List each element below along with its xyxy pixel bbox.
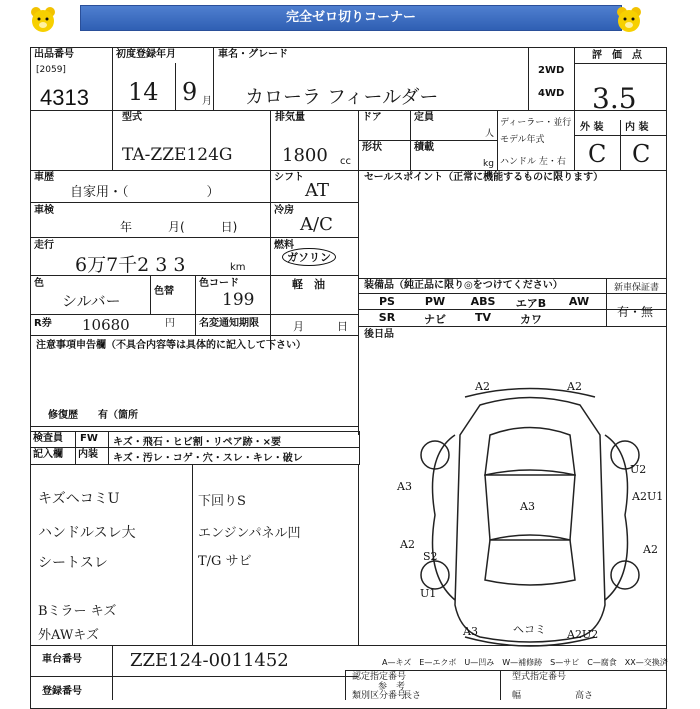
lot-number-label: 出品番号 xyxy=(34,49,74,60)
mileage-label: 走行 xyxy=(34,240,54,251)
car-name-label: 車名・グレード xyxy=(218,49,288,60)
damage-mark-2: A2 xyxy=(567,380,582,393)
height-label: 高さ xyxy=(575,691,594,701)
inspection-value: 年 月( 日) xyxy=(120,220,238,234)
equipment-pw: PW xyxy=(424,295,446,308)
damage-mark-1: A2 xyxy=(475,380,490,393)
divider xyxy=(270,202,358,203)
remark-left-2: ハンドルスレ大 xyxy=(38,525,136,541)
width-label: 幅 xyxy=(512,691,522,701)
shape-label: 形状 xyxy=(362,142,382,153)
divider xyxy=(30,170,667,171)
divider xyxy=(175,63,176,110)
first-registration-label: 初度登録年月 xyxy=(116,49,176,60)
divider xyxy=(500,670,501,700)
divider xyxy=(30,110,667,111)
history-label: 車歴 xyxy=(34,172,54,183)
door-label: ドア xyxy=(362,112,382,123)
damage-mark-8: A2 xyxy=(643,543,658,556)
bear-mascot-icon xyxy=(28,4,58,34)
warranty-label: 新車保証書 xyxy=(614,283,660,293)
divider xyxy=(213,47,214,110)
damage-mark-7: A2 xyxy=(400,538,415,551)
remark-left-1: キズヘコミU xyxy=(38,491,120,507)
fuel-label: 燃料 xyxy=(274,240,294,251)
ticket-label: R券 xyxy=(34,318,52,329)
divider xyxy=(620,120,621,170)
divider xyxy=(497,110,498,170)
warranty-value: 有・無 xyxy=(617,305,654,319)
car-damage-diagram xyxy=(395,375,665,655)
certified-number-label: 認定指定番号 xyxy=(352,672,407,682)
registration-year: 14 xyxy=(128,78,159,106)
model-type: TA-ZZE124G xyxy=(122,145,233,165)
type-class-label: 類別区分番号 xyxy=(352,691,407,701)
deadline-label: 名変通知期限 xyxy=(199,318,259,329)
divider xyxy=(358,170,359,435)
divider xyxy=(195,275,196,335)
color-code: 199 xyxy=(222,290,255,310)
interior-entry-label: 内装 xyxy=(78,449,98,460)
model-type-label: 型式 xyxy=(122,112,142,123)
damage-mark-11: A3 xyxy=(463,625,478,638)
damage-mark-4: A3 xyxy=(397,480,412,493)
chassis-number: ZZE124-0011452 xyxy=(130,650,289,671)
remark-right-2: エンジンパネル凹 xyxy=(198,526,301,541)
damage-mark-6: A3 xyxy=(520,500,535,513)
length-label: 長さ xyxy=(403,691,422,701)
kg-unit: kg xyxy=(483,159,494,169)
deadline-value: 月 日 xyxy=(293,320,348,333)
equipment-sr: SR xyxy=(378,311,396,324)
drive-2wd: 2WD xyxy=(538,65,565,76)
divider xyxy=(112,47,113,170)
divider xyxy=(150,275,151,314)
ticket-value: 10680 xyxy=(82,316,130,334)
registration-month: 9 xyxy=(182,78,198,106)
divider xyxy=(30,426,358,427)
fw-label: FW xyxy=(80,433,98,444)
month-unit: 月 xyxy=(202,96,212,107)
remark-left-5: 外AWキズ xyxy=(38,628,99,643)
divider xyxy=(30,314,358,315)
divider xyxy=(75,431,76,464)
score-label: 評 価 点 xyxy=(592,50,642,61)
damage-mark-12: ヘコミ xyxy=(513,623,546,636)
fuel-diesel: 軽 油 xyxy=(292,278,325,291)
equipment-airbag: エアB xyxy=(515,297,547,310)
remark-left-3: シートスレ xyxy=(38,555,108,571)
divider xyxy=(345,670,346,700)
exterior-grade: C xyxy=(588,140,607,168)
equipment-row-1 xyxy=(363,295,603,311)
model-year-label: モデル年式 xyxy=(500,135,545,145)
equipment-tv: TV xyxy=(474,311,492,324)
history-value: 自家用・（ ） xyxy=(70,185,220,200)
damage-mark-3: U2 xyxy=(630,463,647,476)
equipment-ps: PS xyxy=(379,295,395,308)
reference-label: 参 考 xyxy=(378,682,406,692)
remark-right-1: 下回りS xyxy=(198,494,246,509)
divider xyxy=(358,140,497,141)
interior-items: キズ・汚レ・コゲ・穴・スレ・キレ・破レ xyxy=(113,453,303,464)
inspector-label: 検査員 xyxy=(33,433,63,444)
remark-left-4: Bミラー キズ xyxy=(38,604,117,619)
damage-mark-5: A2U1 xyxy=(632,490,664,503)
repair-history-label: 修復歴 有（箇所 xyxy=(48,410,138,421)
bear-mascot-icon xyxy=(614,4,644,34)
divider xyxy=(358,278,666,279)
divider xyxy=(192,465,193,645)
fuel-gasoline: ガソリン xyxy=(282,248,336,266)
ac-value: A/C xyxy=(300,214,333,235)
capacity-label: 定員 xyxy=(414,112,434,123)
divider xyxy=(574,63,666,64)
legend: A—キズ E—エクボ U—凹み W—補修跡 S—サビ C—腐食 XX—交換済 xyxy=(382,658,668,667)
equipment-abs: ABS xyxy=(470,295,496,308)
km-unit: km xyxy=(230,262,246,273)
divider xyxy=(270,237,358,238)
displacement-label: 排気量 xyxy=(275,112,305,123)
divider xyxy=(30,335,358,336)
cc-unit: cc xyxy=(340,156,351,167)
lot-number: 4313 xyxy=(40,85,89,110)
damage-mark-10: U1 xyxy=(420,587,437,600)
damage-mark-9: S2 xyxy=(423,550,438,563)
remark-right-3: T/G サビ xyxy=(198,554,252,569)
registration-number-label: 登録番号 xyxy=(42,686,82,697)
person-unit: 人 xyxy=(485,129,495,139)
handle-label: ハンドル 左・右 xyxy=(500,157,566,167)
shift-label: シフト xyxy=(274,172,304,183)
divider xyxy=(108,431,109,464)
equipment-row-2 xyxy=(363,311,603,327)
divider xyxy=(112,645,113,700)
divider xyxy=(574,135,666,136)
equipment-aw: AW xyxy=(568,295,590,308)
dealer-label: ディーラー・並行 xyxy=(500,118,572,128)
divider xyxy=(606,278,607,326)
chassis-label: 車台番号 xyxy=(42,654,82,665)
notes-label: 注意事項申告欄（不具合内容等は具体的に記入して下さい） xyxy=(36,340,306,351)
car-name: カローラ フィールダー xyxy=(245,86,439,108)
damage-mark-13: A2U2 xyxy=(567,628,599,641)
interior-grade: C xyxy=(632,140,651,168)
inspection-label: 車検 xyxy=(34,205,54,216)
load-label: 積載 xyxy=(414,142,434,153)
equipment-leather: カワ xyxy=(520,313,542,326)
drive-4wd: 4WD xyxy=(538,88,565,99)
lot-code: [2059] xyxy=(36,65,66,75)
divider xyxy=(574,47,575,170)
ac-label: 冷房 xyxy=(274,205,294,216)
displacement: 1800 xyxy=(282,145,328,166)
yen-unit: 円 xyxy=(165,318,175,329)
sales-point-label: セールスポイント（正常に機能するものに限ります） xyxy=(364,172,604,183)
exterior-label: 外 装 xyxy=(580,122,604,133)
divider xyxy=(30,645,667,646)
equipment-label: 装備品（純正品に限り◎をつけてください） xyxy=(364,280,563,291)
later-items-label: 後日品 xyxy=(364,329,394,340)
entry-label: 記入欄 xyxy=(33,449,63,460)
fw-items: キズ・飛石・ヒビ割・リペア跡・×要 xyxy=(113,437,281,448)
divider xyxy=(358,465,359,645)
overall-score: 3.5 xyxy=(592,82,637,115)
mileage-value: 6万7千2 3 3 xyxy=(75,254,186,276)
color-change-label: 色替 xyxy=(154,286,174,297)
color-label: 色 xyxy=(34,278,44,289)
divider xyxy=(528,47,529,110)
color-value: シルバー xyxy=(62,292,121,310)
shift-value: AT xyxy=(305,180,330,201)
model-designation-label: 型式指定番号 xyxy=(512,672,567,682)
equipment-navi: ナビ xyxy=(424,313,446,326)
interior-label: 内 装 xyxy=(625,122,649,133)
banner-title: 完全ゼロ切りコーナー xyxy=(80,5,622,31)
color-code-label: 色コード xyxy=(199,278,239,289)
divider xyxy=(30,676,358,677)
